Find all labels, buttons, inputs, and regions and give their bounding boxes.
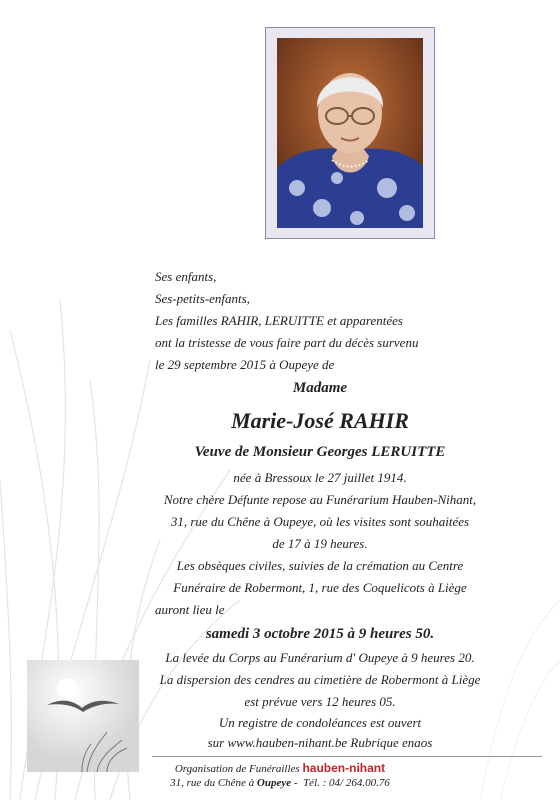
closing-line: Un registre de condoléances est ouvert [218, 715, 422, 730]
footer-address-town: Oupeye [256, 777, 292, 789]
brand-name: hauben-nihant [302, 761, 386, 775]
closing-line: est prévue vers 12 heures 05. [244, 694, 396, 709]
intro-line: Ses-petits-enfants, [155, 291, 250, 306]
closing-line: La levée du Corps au Funérarium d' Oupeye à 9 heures 20. [165, 650, 475, 665]
honorific-title: Madame [292, 380, 348, 396]
body-line: 31, rue du Chêne à Oupeye, où les visites sont souhaitées [170, 514, 470, 529]
body-line: Les obsèques civiles, suivies de la crémation au Centre [176, 558, 464, 573]
closing-line: La dispersion des cendres au cimetière de Robermont à Liège [159, 672, 481, 687]
portrait-frame [265, 27, 435, 239]
footer-address-phone: Tél. : 04/ 264.00.76 [303, 777, 390, 789]
intro-line: ont la tristesse de vous faire part du décès survenu [155, 335, 419, 350]
footer-organisation [0, 761, 560, 776]
body-line: née à Bressoux le 27 juillet 1914. [233, 470, 407, 485]
footer-address: 31, rue du Chêne à Oupeye - Tél. : 04/ 264.00.76 [170, 777, 390, 789]
portrait-photo [277, 38, 423, 228]
footer-org-prefix: Organisation de Funérailles [174, 763, 300, 775]
ceremony-date: samedi 3 octobre 2015 à 9 heures 50. [205, 626, 435, 642]
body-line: auront lieu le [155, 602, 225, 617]
intro-line: Les familles RAHIR, LERUITTE et apparentées [155, 313, 403, 328]
seagull-thumbnail [27, 660, 139, 772]
intro-line: le 29 septembre 2015 à Oupeye de [155, 357, 335, 372]
widow-line: Veuve de Monsieur Georges LERUITTE [194, 444, 446, 460]
body-line: Notre chère Défunte repose au Funérarium Hauben-Nihant, [163, 492, 477, 507]
deceased-name: Marie-José RAHIR [231, 408, 409, 433]
footer-divider [152, 756, 542, 757]
intro-line: Ses enfants, [155, 269, 217, 284]
footer-address-prefix: 31, rue du Chêne à [170, 777, 255, 789]
closing-line: sur www.hauben-nihant.be Rubrique enaos [207, 735, 433, 750]
body-line: de 17 à 19 heures. [272, 536, 368, 551]
body-line: Funéraire de Robermont, 1, rue des Coquelicots à Liège [173, 580, 467, 595]
